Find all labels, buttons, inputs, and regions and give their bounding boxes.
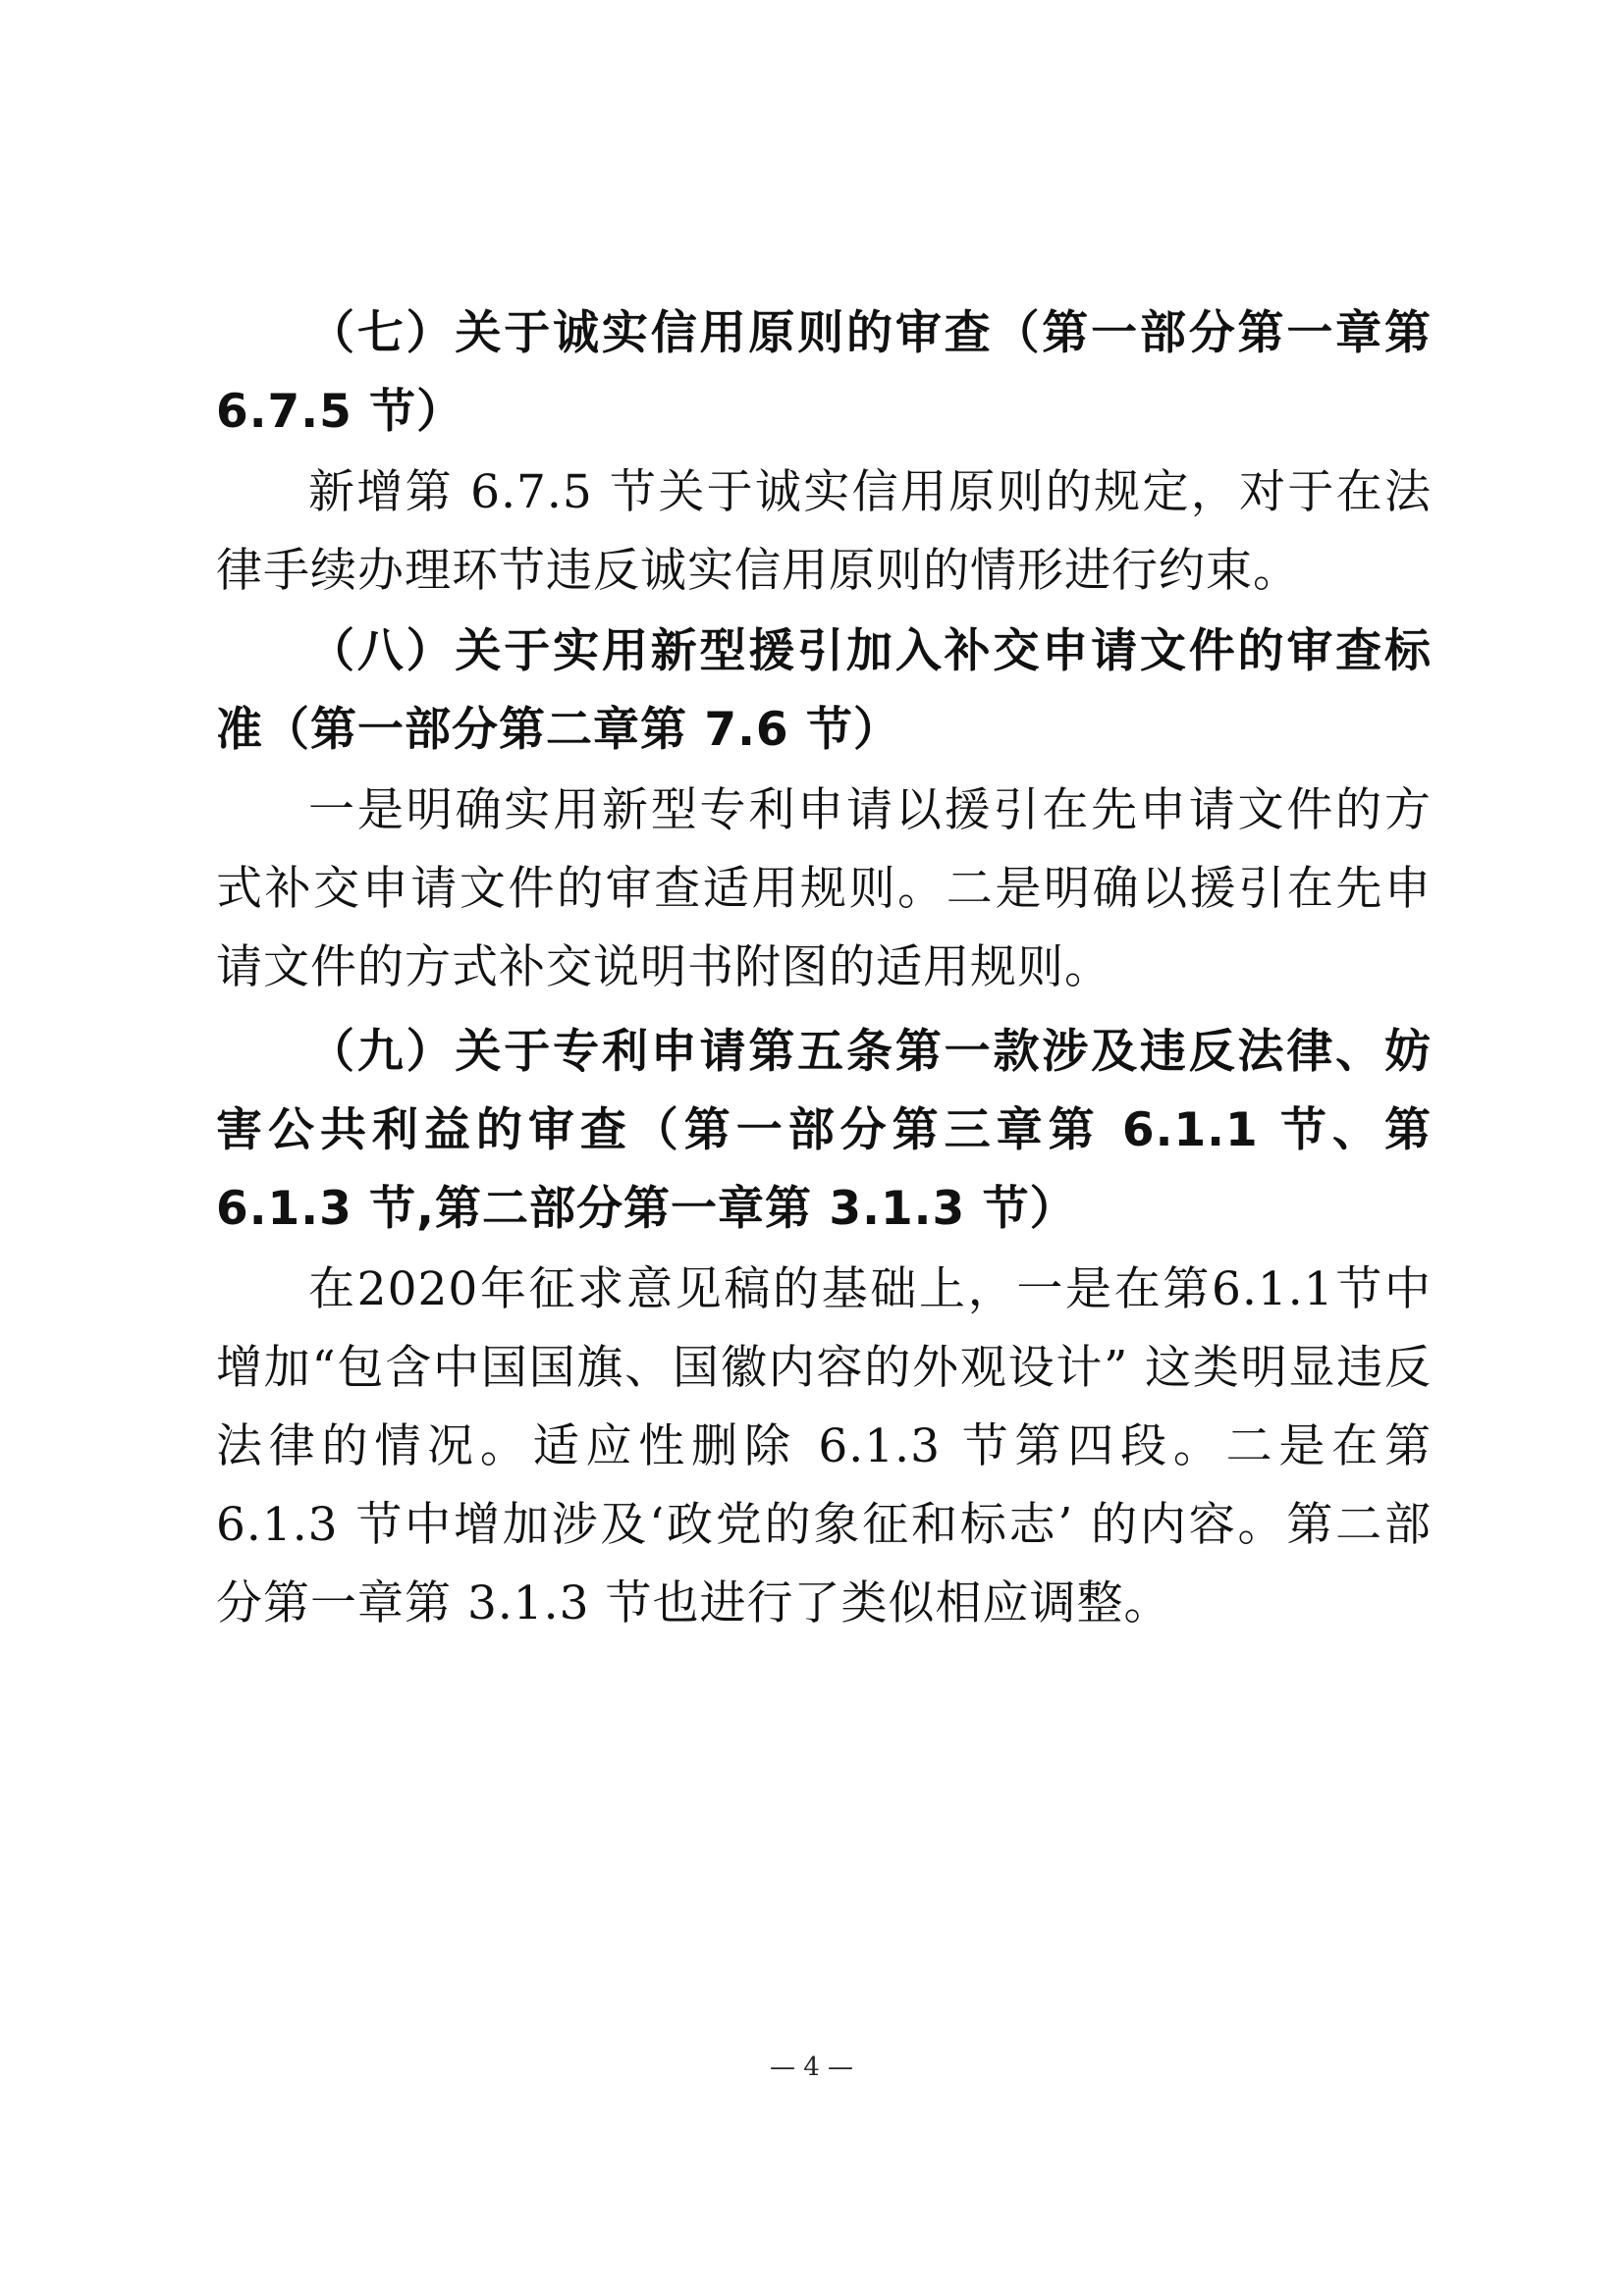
section-heading-9: （九）关于专利申请第五条第一款涉及违反法律、妨害公共利益的审查（第一部分第三章第 6.1.1 节、第 6.1.3 节,第二部分第一章第 3.1.3 节）: [216, 1025, 1432, 1236]
document-body: [216, 294, 1432, 1643]
section-heading-7: （七）关于诚实信用原则的审查（第一部分第一章第 6.7.5 节）: [216, 306, 1432, 439]
section-paragraph-8: 一是明确实用新型专利申请以援引在先申请文件的方式补交申请文件的审查适用规则。二是明确以援引在先申请文件的方式补交说明书附图的适用规则。: [216, 783, 1432, 994]
section-paragraph-7: 新增第 6.7.5 节关于诚实信用原则的规定，对于在法律手续办理环节违反诚实信用原则的情形进行约束。: [216, 465, 1432, 598]
page-number: — 4 —: [769, 2053, 854, 2082]
section-heading-8: （八）关于实用新型援引加入补交申请文件的审查标准（第一部分第二章第 7.6 节）: [216, 624, 1432, 757]
section-paragraph-9: 在2020年征求意见稿的基础上，一是在第6.1.1节中增加“包含中国国旗、国徽内容的外观设计” 这类明显违反法律的情况。适应性删除 6.1.3 节第四段。二是在第 6.1.3 节中增加涉及‘政党的象征和标志’ 的内容。第二部分第一章第 3.1.3 节也进行了类似相应调整。: [216, 1262, 1432, 1630]
